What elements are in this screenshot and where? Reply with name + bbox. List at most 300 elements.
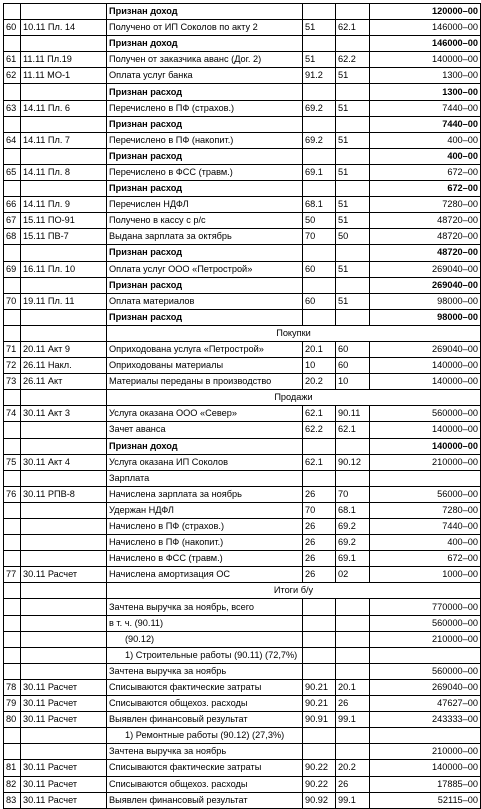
entry-credit: 10 [336,374,370,390]
entry-credit [336,36,370,52]
recognition-row [4,148,481,164]
entry-amount: 7440–00 [370,116,481,132]
entry-credit [336,631,370,647]
table-row [4,631,481,647]
entry-amount: 52115–00 [370,792,481,808]
entry-amount: 120000–00 [370,4,481,20]
entry-debit [303,148,336,164]
entry-credit [336,277,370,293]
entry-debit: 69.2 [303,132,336,148]
entry-date-doc [21,116,107,132]
entry-debit: 26 [303,519,336,535]
entry-credit [336,438,370,454]
entry-credit: 90.12 [336,454,370,470]
entry-operation: в т. ч. (90.11) [107,615,303,631]
table-row [4,776,481,792]
entry-amount: 146000–00 [370,20,481,36]
entry-date-doc [21,615,107,631]
entry-debit [303,615,336,631]
entry-operation: Признан расход [107,277,303,293]
entry-amount: 56000–00 [370,486,481,502]
table-row [4,470,481,486]
entry-credit [336,4,370,20]
entry-debit: 20.2 [303,374,336,390]
entry-credit: 50 [336,229,370,245]
entry-number: 60 [4,20,21,36]
recognition-row [4,438,481,454]
entry-operation: Выявлен финансовый результат [107,792,303,808]
entry-debit [303,744,336,760]
entry-credit: 51 [336,68,370,84]
table-row [4,535,481,551]
entry-credit: 26 [336,776,370,792]
entry-debit: 26 [303,486,336,502]
entry-number: 66 [4,197,21,213]
entry-amount: 7280–00 [370,502,481,518]
table-row [4,760,481,776]
entry-number [4,663,21,679]
entry-debit: 90.92 [303,792,336,808]
entry-debit: 68.1 [303,197,336,213]
entry-amount: 98000–00 [370,293,481,309]
entry-date-doc [21,744,107,760]
entry-number: 82 [4,776,21,792]
entry-operation: Оплата услуг ООО «Петрострой» [107,261,303,277]
entry-amount: 48720–00 [370,213,481,229]
entry-debit [303,470,336,486]
entry-number [4,277,21,293]
entry-operation: Оприходованы материалы [107,358,303,374]
entry-date-doc [21,502,107,518]
entry-debit: 51 [303,20,336,36]
entry-operation: Материалы переданы в производство [107,374,303,390]
entry-amount [370,470,481,486]
entry-date-doc [21,599,107,615]
entry-number [4,148,21,164]
entry-date-doc: 15.11 ПВ-7 [21,229,107,245]
entry-debit: 70 [303,502,336,518]
entry-amount: 672–00 [370,164,481,180]
entry-number: 68 [4,229,21,245]
entry-date-doc: 16.11 Пл. 10 [21,261,107,277]
entry-debit [303,309,336,325]
entry-operation: Признан расход [107,116,303,132]
entry-date-doc: 14.11 Пл. 8 [21,164,107,180]
entry-number [4,438,21,454]
entry-operation: Признан доход [107,4,303,20]
entry-number [4,116,21,132]
entry-debit: 62.1 [303,454,336,470]
entry-debit [303,36,336,52]
recognition-row [4,277,481,293]
entry-date-doc: 30.11 Акт 3 [21,406,107,422]
entry-number [4,325,21,341]
entry-date-doc: 30.11 Расчет [21,712,107,728]
entry-debit: 60 [303,261,336,277]
entry-amount: 7440–00 [370,100,481,116]
entry-date-doc [21,181,107,197]
table-row [4,663,481,679]
entry-operation: Перечислено в ПФ (накопит.) [107,132,303,148]
table-row [4,454,481,470]
section-header-row [4,583,481,599]
entry-number [4,245,21,261]
entry-date-doc: 26.11 Акт [21,374,107,390]
entry-debit [303,245,336,261]
entry-number [4,519,21,535]
entry-date-doc [21,390,107,406]
entry-debit: 69.2 [303,100,336,116]
entry-debit: 10 [303,358,336,374]
entry-debit: 62.1 [303,406,336,422]
entry-number: 71 [4,341,21,357]
entry-debit: 90.22 [303,760,336,776]
entry-debit [303,84,336,100]
entry-amount: 17885–00 [370,776,481,792]
entry-date-doc: 30.11 Расчет [21,567,107,583]
entry-credit: 62.1 [336,422,370,438]
recognition-row [4,36,481,52]
entry-number: 80 [4,712,21,728]
entry-credit [336,728,370,744]
entry-amount: 140000–00 [370,358,481,374]
entry-amount: 243333–00 [370,712,481,728]
table-row [4,132,481,148]
entry-number: 62 [4,68,21,84]
entry-amount: 140000–00 [370,760,481,776]
entry-number: 64 [4,132,21,148]
entry-operation: Перечислено в ФСС (травм.) [107,164,303,180]
entry-date-doc: 11.11 Пл.19 [21,52,107,68]
entry-number [4,4,21,20]
entry-debit: 26 [303,535,336,551]
table-row [4,679,481,695]
entry-number [4,615,21,631]
entry-debit: 91.2 [303,68,336,84]
entry-amount: 400–00 [370,535,481,551]
entry-operation: Выявлен финансовый результат [107,712,303,728]
entry-credit [336,647,370,663]
entry-number: 70 [4,293,21,309]
recognition-row [4,84,481,100]
entry-amount: 269040–00 [370,341,481,357]
entry-operation: Признан расход [107,245,303,261]
entry-credit: 51 [336,261,370,277]
entry-number: 69 [4,261,21,277]
entry-operation: Списываются фактические затраты [107,760,303,776]
table-row [4,164,481,180]
entry-debit: 90.22 [303,776,336,792]
entry-amount: 1000–00 [370,567,481,583]
entry-debit: 60 [303,293,336,309]
entry-number: 67 [4,213,21,229]
entry-date-doc: 26.11 Накл. [21,358,107,374]
recognition-row [4,245,481,261]
table-row [4,197,481,213]
entry-operation: Перечислен НДФЛ [107,197,303,213]
entry-operation: Признан доход [107,438,303,454]
table-row [4,100,481,116]
entry-debit [303,277,336,293]
entry-number [4,583,21,599]
entry-operation: Оплата материалов [107,293,303,309]
entry-number [4,728,21,744]
section-title: Итоги б/у [107,583,481,599]
entry-credit [336,116,370,132]
entry-debit: 26 [303,567,336,583]
entry-amount: 140000–00 [370,438,481,454]
entry-number: 75 [4,454,21,470]
table-row [4,374,481,390]
entry-number [4,599,21,615]
table-row [4,486,481,502]
entry-number: 63 [4,100,21,116]
table-row [4,519,481,535]
entry-credit: 26 [336,696,370,712]
entry-amount: 560000–00 [370,406,481,422]
entry-date-doc [21,148,107,164]
entry-number: 73 [4,374,21,390]
entry-date-doc [21,422,107,438]
entry-operation: Удержан НДФЛ [107,502,303,518]
entry-amount: 210000–00 [370,631,481,647]
entry-credit: 20.2 [336,760,370,776]
entry-date-doc [21,647,107,663]
section-header-row [4,390,481,406]
section-header-row [4,325,481,341]
table-row [4,792,481,808]
entry-operation: Начислена амортизация ОС [107,567,303,583]
entry-date-doc: 15.11 ПО-91 [21,213,107,229]
entry-date-doc: 30.11 Расчет [21,679,107,695]
entry-operation: Зарплата [107,470,303,486]
entry-operation: 1) Строительные работы (90.11) (72,7%) [107,647,303,663]
entry-date-doc [21,84,107,100]
entry-number: 65 [4,164,21,180]
entry-number [4,631,21,647]
entry-credit: 20.1 [336,679,370,695]
entry-date-doc [21,309,107,325]
entry-operation: Услуга оказана ООО «Север» [107,406,303,422]
entry-debit [303,438,336,454]
entry-date-doc: 14.11 Пл. 9 [21,197,107,213]
entry-amount: 48720–00 [370,229,481,245]
entry-number: 76 [4,486,21,502]
entry-date-doc: 19.11 Пл. 11 [21,293,107,309]
recognition-row [4,116,481,132]
entry-number [4,744,21,760]
entry-number [4,84,21,100]
entry-credit: 60 [336,341,370,357]
entry-debit: 90.21 [303,696,336,712]
entry-operation: 1) Ремонтные работы (90.12) (27,3%) [107,728,303,744]
recognition-row [4,181,481,197]
entry-operation: Выдана зарплата за октябрь [107,229,303,245]
entry-operation: Начислено в ПФ (накопит.) [107,535,303,551]
entry-date-doc [21,551,107,567]
table-row [4,293,481,309]
entry-debit [303,631,336,647]
entry-credit: 90.11 [336,406,370,422]
entry-credit [336,744,370,760]
entry-operation: Признан расход [107,181,303,197]
entry-operation: Зачтена выручка за ноябрь [107,744,303,760]
entry-operation: Услуга оказана ИП Соколов [107,454,303,470]
entry-credit: 99.1 [336,712,370,728]
entry-date-doc: 20.11 Акт 9 [21,341,107,357]
entry-amount: 400–00 [370,132,481,148]
entry-credit: 62.2 [336,52,370,68]
entry-date-doc [21,728,107,744]
entry-date-doc: 10.11 Пл. 14 [21,20,107,36]
entry-operation: Признан доход [107,36,303,52]
table-row [4,213,481,229]
table-row [4,341,481,357]
entry-number: 74 [4,406,21,422]
entry-date-doc: 30.11 Расчет [21,776,107,792]
entry-date-doc: 30.11 Расчет [21,696,107,712]
entry-credit: 51 [336,197,370,213]
entry-date-doc: 30.11 Расчет [21,760,107,776]
entry-credit: 51 [336,213,370,229]
entry-date-doc [21,583,107,599]
entry-amount [370,647,481,663]
entry-operation: Признан расход [107,148,303,164]
entry-operation: Начислена зарплата за ноябрь [107,486,303,502]
entry-date-doc: 30.11 Акт 4 [21,454,107,470]
entry-amount: 140000–00 [370,52,481,68]
entry-amount: 210000–00 [370,454,481,470]
entry-credit [336,470,370,486]
entry-amount: 98000–00 [370,309,481,325]
entry-number: 61 [4,52,21,68]
entry-amount: 140000–00 [370,422,481,438]
entry-amount: 1300–00 [370,84,481,100]
entry-operation: Получено в кассу с р/с [107,213,303,229]
entry-credit [336,84,370,100]
entry-number [4,36,21,52]
entry-credit: 51 [336,132,370,148]
entry-credit: 68.1 [336,502,370,518]
entry-credit: 62.1 [336,20,370,36]
recognition-row [4,309,481,325]
table-row [4,744,481,760]
entry-operation: Зачтена выручка за ноябрь [107,663,303,679]
entry-operation: Зачет аванса [107,422,303,438]
entry-credit [336,245,370,261]
entry-operation: Начислено в ПФ (страхов.) [107,519,303,535]
entry-amount: 400–00 [370,148,481,164]
entry-amount: 140000–00 [370,374,481,390]
table-row [4,696,481,712]
entry-number [4,390,21,406]
table-row [4,647,481,663]
entry-date-doc: 14.11 Пл. 7 [21,132,107,148]
section-title: Продажи [107,390,481,406]
entry-date-doc [21,325,107,341]
entry-number [4,309,21,325]
journal-table-body [4,4,481,809]
table-row [4,20,481,36]
entry-date-doc [21,663,107,679]
entry-credit: 69.1 [336,551,370,567]
entry-number [4,422,21,438]
entry-amount: 269040–00 [370,277,481,293]
table-row [4,229,481,245]
entry-operation: Списываются фактические затраты [107,679,303,695]
entry-number: 83 [4,792,21,808]
entry-amount [370,728,481,744]
entry-number [4,551,21,567]
entry-operation: Перечислено в ПФ (страхов.) [107,100,303,116]
entry-credit [336,181,370,197]
table-row [4,567,481,583]
entry-date-doc [21,470,107,486]
entry-amount: 770000–00 [370,599,481,615]
table-row [4,422,481,438]
entry-number: 78 [4,679,21,695]
entry-number [4,647,21,663]
entry-amount: 7440–00 [370,519,481,535]
entry-credit [336,663,370,679]
entry-debit [303,599,336,615]
entry-debit: 90.21 [303,679,336,695]
entry-operation: Получено от ИП Соколов по акту 2 [107,20,303,36]
entry-date-doc [21,438,107,454]
entry-date-doc: 14.11 Пл. 6 [21,100,107,116]
entry-debit [303,116,336,132]
entry-credit [336,615,370,631]
entry-operation: Списываются общехоз. расходы [107,776,303,792]
entry-debit [303,728,336,744]
entry-date-doc: 30.11 РПВ-8 [21,486,107,502]
entry-operation: Получен от заказчика аванс (Дог. 2) [107,52,303,68]
entry-date-doc: 11.11 МО-1 [21,68,107,84]
entry-number: 79 [4,696,21,712]
entry-operation: Списываются общехоз. расходы [107,696,303,712]
table-row [4,615,481,631]
entry-amount: 48720–00 [370,245,481,261]
entry-credit: 51 [336,100,370,116]
entry-number: 77 [4,567,21,583]
table-row [4,68,481,84]
entry-amount: 7280–00 [370,197,481,213]
entry-debit: 70 [303,229,336,245]
entry-date-doc [21,631,107,647]
entry-debit: 62.2 [303,422,336,438]
entry-credit: 69.2 [336,535,370,551]
section-title: Покупки [107,325,481,341]
entry-operation: Признан расход [107,309,303,325]
entry-debit: 69.1 [303,164,336,180]
entry-credit [336,309,370,325]
entry-date-doc [21,535,107,551]
entry-operation: (90.12) [107,631,303,647]
entry-date-doc [21,36,107,52]
entry-operation: Зачтена выручка за ноябрь, всего [107,599,303,615]
entry-amount: 47627–00 [370,696,481,712]
entry-credit [336,599,370,615]
entry-amount: 560000–00 [370,663,481,679]
entry-debit: 50 [303,213,336,229]
entry-debit: 51 [303,52,336,68]
entry-operation: Признан расход [107,84,303,100]
entry-operation: Оплата услуг банка [107,68,303,84]
entry-credit: 51 [336,164,370,180]
table-row [4,52,481,68]
table-row [4,261,481,277]
entry-number: 81 [4,760,21,776]
